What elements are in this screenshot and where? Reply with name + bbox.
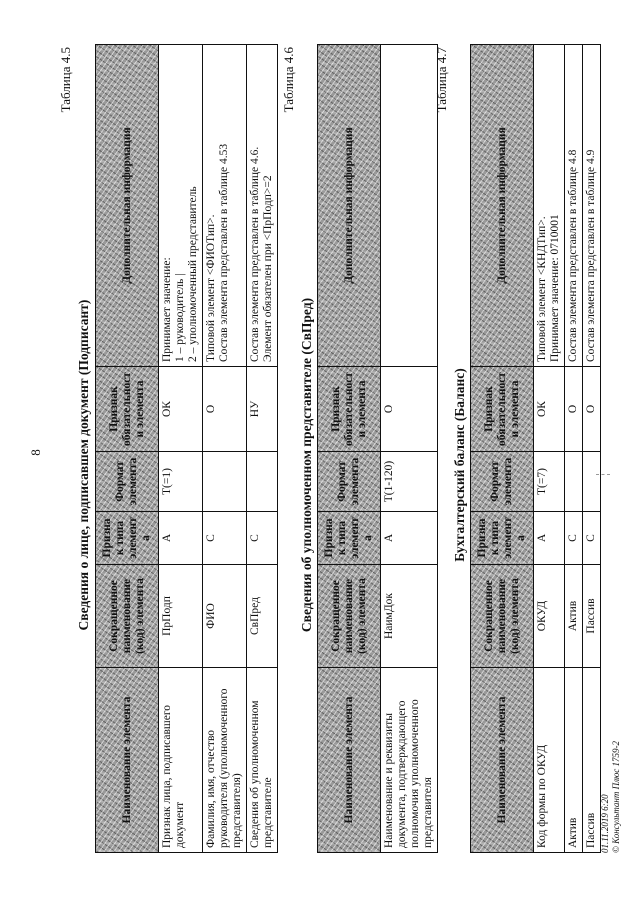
table-4-7-label: Таблица 4.7 xyxy=(434,47,449,113)
column-header: Дополнительная информация xyxy=(318,45,381,367)
table-cell: ОК xyxy=(534,367,565,452)
table-row xyxy=(203,45,247,853)
table-row xyxy=(247,45,278,853)
header-row xyxy=(318,45,381,853)
table-row xyxy=(534,45,565,853)
footer-date: 01.11.2019 6:20 xyxy=(600,794,610,853)
document-footer xyxy=(600,741,622,853)
table-cell: Состав элемента представлен в таблице 4.9 xyxy=(583,45,601,367)
table-cell: ОКУД xyxy=(534,565,565,668)
table-cell: С xyxy=(583,512,601,565)
column-header: Формат элемента xyxy=(318,452,381,512)
table-cell: НаимДок xyxy=(381,565,438,668)
table-cell: С xyxy=(203,512,247,565)
table-4-5-label: Таблица 4.5 xyxy=(58,47,73,113)
footer-source: © Консультант Плюс 1759-2 xyxy=(611,741,621,853)
table-4-5 xyxy=(95,44,278,853)
table-cell: Признак лица, подписавшего документ xyxy=(159,668,203,853)
table-cell: Типовой элемент <КНДТип>. Принимает значение: 0710001 xyxy=(534,45,565,367)
table-cell: А xyxy=(381,512,438,565)
table-cell: О xyxy=(381,367,438,452)
table-row xyxy=(583,45,601,853)
column-header: Дополнительная информация xyxy=(471,45,534,367)
table-cell: С xyxy=(247,512,278,565)
page-number: 8 xyxy=(28,449,43,456)
table-cell: Пассив xyxy=(583,565,601,668)
table-cell: СвПред xyxy=(247,565,278,668)
column-header: Признак типа элемента xyxy=(318,512,381,565)
table-cell: ОК xyxy=(159,367,203,452)
table-cell: Сведения об уполномоченном представителе xyxy=(247,668,278,853)
table-4-7 xyxy=(470,44,601,853)
table-cell: С xyxy=(565,512,583,565)
table-cell xyxy=(203,452,247,512)
column-header: Признак типа элемента xyxy=(471,512,534,565)
column-header: Признак типа элемента xyxy=(96,512,159,565)
table-4-6-label: Таблица 4.6 xyxy=(281,47,296,113)
table-cell xyxy=(381,45,438,367)
table-cell: Актив xyxy=(565,565,583,668)
column-header: Признак обязательности элемента xyxy=(471,367,534,452)
scan-artifact-line xyxy=(596,474,610,475)
table-row xyxy=(381,45,438,853)
table-cell: Код формы по ОКУД xyxy=(534,668,565,853)
header-row xyxy=(471,45,534,853)
column-header: Сокращенное наименование (код) элемента xyxy=(318,565,381,668)
column-header: Дополнительная информация xyxy=(96,45,159,367)
table-cell: Состав элемента представлен в таблице 4.6. Элемент обязателен при <ПрПодп>=2 xyxy=(247,45,278,367)
column-header: Сокращенное наименование (код) элемента xyxy=(96,565,159,668)
table-cell: ФИО xyxy=(203,565,247,668)
table-4-5-title: Сведения о лице, подписавшем документ (Подписант) xyxy=(76,299,91,631)
table-cell xyxy=(565,452,583,512)
table-cell: О xyxy=(583,367,601,452)
header-row xyxy=(96,45,159,853)
table-cell: А xyxy=(159,512,203,565)
column-header: Сокращенное наименование (код) элемента xyxy=(471,565,534,668)
table-4-7-title: Бухгалтерский баланс (Баланс) xyxy=(452,368,467,562)
table-cell: Типовой элемент <ФИОТип>. Состав элемента представлен в таблице 4.53 xyxy=(203,45,247,367)
table-cell xyxy=(247,452,278,512)
table-cell: Принимает значение: 1 – руководитель | 2 – уполномоченный представитель xyxy=(159,45,203,367)
table-row xyxy=(565,45,583,853)
column-header: Наименование элемента xyxy=(96,668,159,853)
column-header: Признак обязательности элемента xyxy=(96,367,159,452)
column-header: Наименование элемента xyxy=(471,668,534,853)
table-cell: Т(1-120) xyxy=(381,452,438,512)
column-header: Наименование элемента xyxy=(318,668,381,853)
table-cell: А xyxy=(534,512,565,565)
table-4-6 xyxy=(317,44,438,853)
table-row xyxy=(159,45,203,853)
table-cell: Актив xyxy=(565,668,583,853)
table-cell: Т(=7) xyxy=(534,452,565,512)
column-header: Формат элемента xyxy=(471,452,534,512)
column-header: Признак обязательности элемента xyxy=(318,367,381,452)
table-cell: ПрПодп xyxy=(159,565,203,668)
column-header: Формат элемента xyxy=(96,452,159,512)
table-cell: Наименование и реквизиты документа, подтверждающего полномочия уполномоченного представителя xyxy=(381,668,438,853)
table-4-6-title: Сведения об уполномоченном представителе (СвПред) xyxy=(299,297,314,633)
table-cell: Т(=1) xyxy=(159,452,203,512)
table-cell: Фамилия, имя, отчество руководителя (уполномоченного представителя) xyxy=(203,668,247,853)
table-cell: НУ xyxy=(247,367,278,452)
table-cell: О xyxy=(565,367,583,452)
table-cell: Состав элемента представлен в таблице 4.8 xyxy=(565,45,583,367)
table-cell: О xyxy=(203,367,247,452)
table-cell: Пассив xyxy=(583,668,601,853)
table-cell xyxy=(583,452,601,512)
